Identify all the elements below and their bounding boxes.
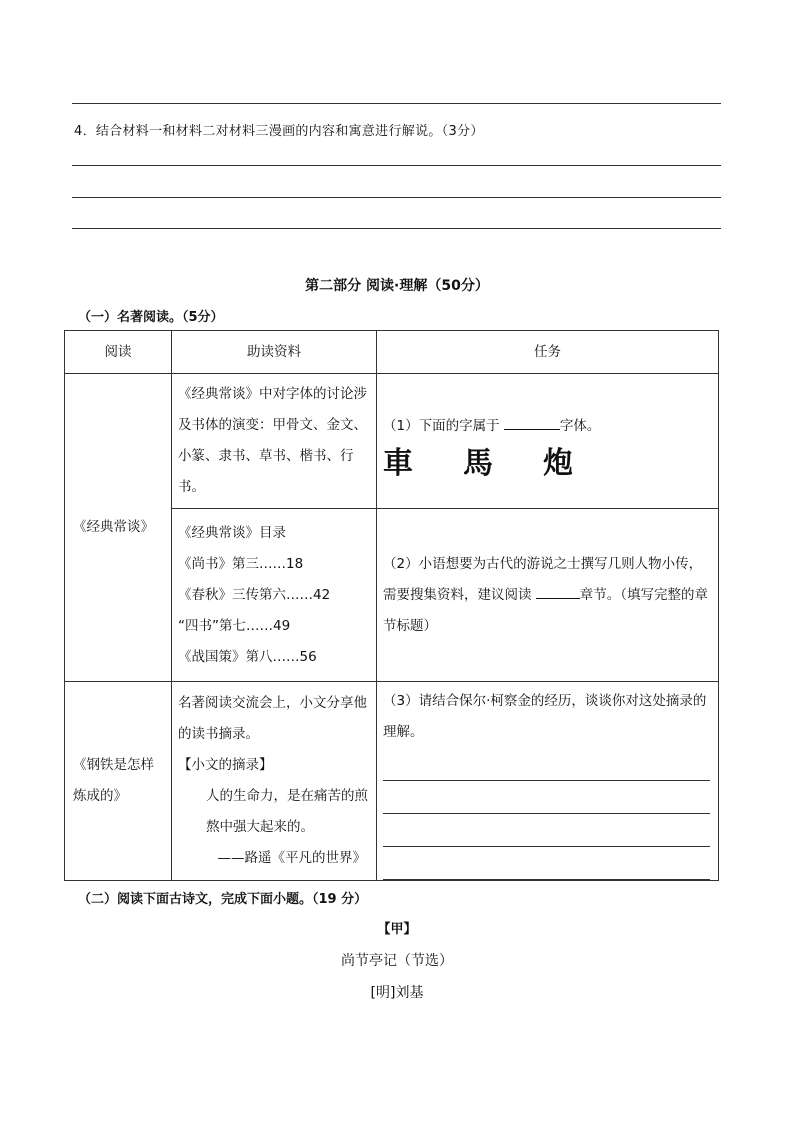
question-4: 4．结合材料一和材料二对材料三漫画的内容和寓意进行解说。（3分） (74, 124, 484, 139)
answer-line[interactable] (383, 781, 710, 814)
task-3-text: （3）请结合保尔·柯察金的经历，谈谈你对这处摘录的理解。 (383, 693, 707, 740)
header-material: 助读资料 (172, 331, 377, 374)
answer-blank[interactable] (504, 415, 560, 430)
section-2-title: （二）阅读下面古诗文，完成下面小题。（19 分） (78, 892, 368, 907)
table-header-row (65, 331, 719, 374)
part2-title: 第二部分 阅读·理解（50分） (305, 278, 489, 294)
header-task: 任务 (377, 331, 719, 374)
table-row (65, 374, 719, 509)
answer-line[interactable] (383, 847, 710, 880)
glyph-ma: 馬 (463, 445, 493, 481)
glyph-che: 車 (383, 445, 413, 481)
material-source: ——路遥《平凡的世界》 (217, 850, 366, 866)
table-row (65, 682, 719, 881)
material-cell: 《经典常谈》中对字体的讨论涉及书体的演变：甲骨文、金文、小篆、隶书、草书、楷书、行书。 (172, 374, 377, 509)
passage-author: [明]刘基 (370, 985, 424, 1001)
toc-line: 《经典常谈》目录 (178, 524, 286, 541)
answer-blank[interactable] (536, 584, 580, 599)
material-tag: 【小文的摘录】 (178, 757, 273, 773)
header-reading: 阅读 (65, 331, 172, 374)
task-cell (377, 374, 719, 509)
answer-line[interactable] (383, 814, 710, 847)
toc-line: 《战国策》第八……56 (178, 648, 317, 665)
passage-title: 尚节亭记（节选） (341, 953, 453, 969)
material-cell (172, 509, 377, 682)
material-cell (172, 682, 377, 881)
material-intro: 名著阅读交流会上，小文分享他的读书摘录。 (178, 695, 367, 742)
reading-table (64, 330, 719, 881)
answer-line[interactable] (383, 748, 710, 781)
answer-line (72, 165, 721, 166)
toc-line: 《尚书》第三……18 (178, 555, 304, 572)
task-2-suffix: 章节。（填写完整的章节标题） (383, 586, 709, 634)
task-1-prefix: （1）下面的字属于 (383, 417, 500, 434)
passage-tag: 【甲】 (377, 922, 417, 937)
task-1-suffix: 字体。 (559, 417, 601, 434)
answer-line (72, 103, 721, 104)
task-cell (377, 682, 719, 881)
task-cell (377, 509, 719, 682)
section-1-title: （一）名著阅读。（5分） (78, 310, 224, 325)
toc-line: “四书”第七……49 (178, 617, 291, 634)
calligraphy-glyphs (383, 446, 712, 482)
answer-line (72, 197, 721, 198)
material-quote: 人的生命力，是在痛苦的煎熬中强大起来的。 (206, 788, 368, 835)
book-cell: 《经典常谈》 (65, 374, 172, 682)
task-2-prefix: （2）小语想要为古代的游说之士撰写几则人物小传，需要搜集资料，建议阅读 (383, 555, 703, 603)
book-cell: 《钢铁是怎样炼成的》 (65, 682, 172, 881)
toc-line: 《春秋》三传第六……42 (178, 586, 331, 603)
answer-line (72, 228, 721, 229)
glyph-pao: 炮 (543, 445, 573, 481)
